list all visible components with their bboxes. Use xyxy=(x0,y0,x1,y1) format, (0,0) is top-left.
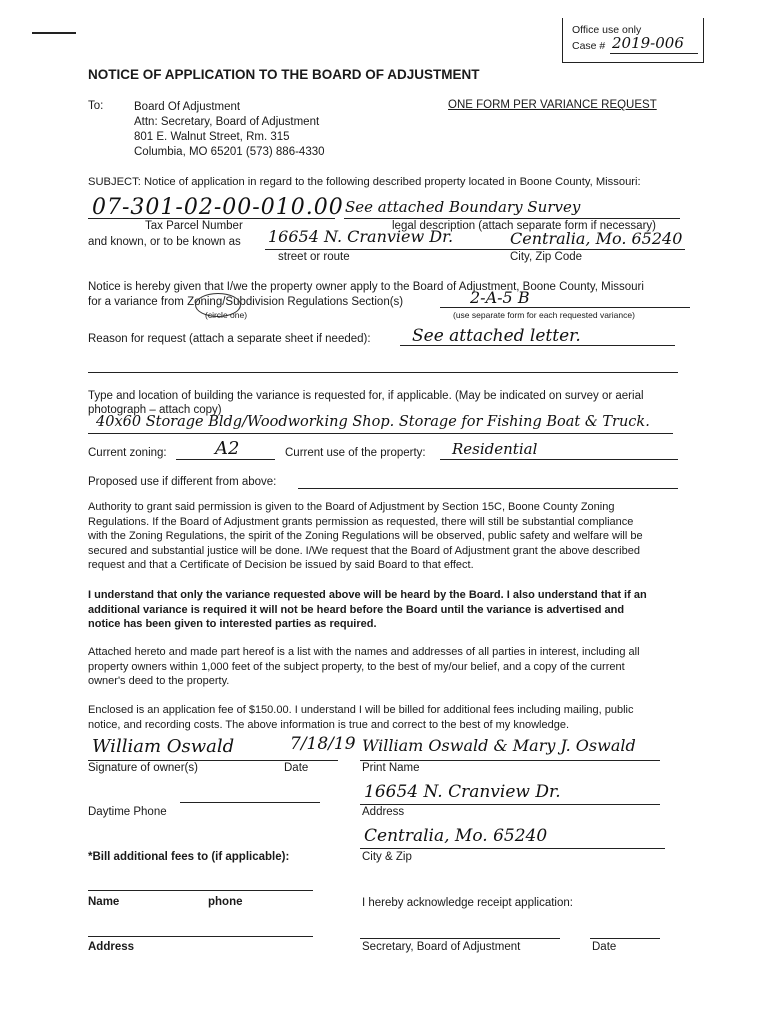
parcel-line xyxy=(88,218,335,219)
para-line: additional variance is required it will not be heard before the Board until the variance is advertised and xyxy=(88,603,625,616)
para-line: owner's deed to the property. xyxy=(88,675,230,687)
office-use-label: Office use only xyxy=(572,24,642,36)
para-line: property owners within 1,000 feet of the subject property, to the best of my/our belief, and a copy of the current xyxy=(88,660,625,673)
acknowledge-label: I hereby acknowledge receipt application: xyxy=(362,897,573,909)
notice-line-1: Notice is hereby given that I/we the property owner apply to the Board of Adjustment, Boone County, Missouri xyxy=(88,281,644,293)
proposed-use-line xyxy=(298,488,678,489)
street-label: street or route xyxy=(278,251,350,263)
case-label: Case # xyxy=(572,40,606,52)
page-title: NOTICE OF APPLICATION TO THE BOARD OF ADJUSTMENT xyxy=(88,67,480,82)
known-as-label: and known, or to be known as xyxy=(88,236,241,248)
secretary-date-line xyxy=(590,938,660,939)
para-line: secured and substantial justice will be done. I/We request that the Board of Adjustment grant the above described xyxy=(88,544,640,557)
parcel-label: Tax Parcel Number xyxy=(145,220,243,232)
to-line: Columbia, MO 65201 (573) 886-4330 xyxy=(134,146,325,158)
type-location-line xyxy=(88,433,673,434)
reason-value: See attached letter. xyxy=(412,326,581,346)
current-zoning-label: Current zoning: xyxy=(88,447,167,459)
to-line: Attn: Secretary, Board of Adjustment xyxy=(134,116,320,128)
print-name-line xyxy=(360,760,660,761)
para-line: I understand that only the variance requested above will be heard by the Board. I also understand that if an xyxy=(88,589,647,601)
bill-name-line xyxy=(88,890,313,891)
para-line: with the Zoning Regulations, the spirit of the Zoning Regulations will be observed, public safety and welfare will be xyxy=(88,530,643,542)
daytime-phone-label: Daytime Phone xyxy=(88,806,167,818)
para-line: Enclosed is an application fee of $150.00. I understand I will be billed for additional fees including mailing, public xyxy=(88,704,634,716)
print-name-value: William Oswald & Mary J. Oswald xyxy=(362,736,636,755)
secretary-date-label: Date xyxy=(592,941,617,953)
to-address xyxy=(134,100,325,160)
city-zip-label: City & Zip xyxy=(362,851,412,863)
type-location-line-1: Type and location of building the variance is requested for, if applicable. (May be indicated on survey or aerial xyxy=(88,390,644,402)
legal-description-value: See attached Boundary Survey xyxy=(345,198,581,216)
bill-address-label: Address xyxy=(88,941,135,953)
address-value: 16654 N. Cranview Dr. xyxy=(364,782,561,802)
secretary-line xyxy=(360,938,560,939)
current-use-label: Current use of the property: xyxy=(285,447,426,459)
section-value: 2-A-5 B xyxy=(470,288,530,307)
date-label: Date xyxy=(284,762,309,774)
bill-address-line xyxy=(88,936,313,937)
authority-paragraph xyxy=(88,500,703,573)
city-value: Centralia, Mo. 65240 xyxy=(510,229,683,248)
type-location-value: 40x60 Storage Bldg/Woodworking Shop. Storage for Fishing Boat & Truck. xyxy=(96,414,650,430)
attached-paragraph xyxy=(88,645,703,689)
signature-label: Signature of owner(s) xyxy=(88,762,198,774)
bill-phone-label: phone xyxy=(208,896,243,908)
para-line: Authority to grant said permission is given to the Board of Adjustment by Section 15C, Boone County Zoning xyxy=(88,501,615,513)
current-zoning-value: A2 xyxy=(215,438,240,459)
bill-additional-label: *Bill additional fees to (if applicable): xyxy=(88,851,290,863)
daytime-phone-line xyxy=(180,802,320,803)
margin-mark xyxy=(32,32,76,34)
para-line: notice has been given to interested parties as required. xyxy=(88,618,377,630)
current-use-line xyxy=(440,459,678,460)
city-zip-line xyxy=(360,848,665,849)
reason-line xyxy=(400,345,675,346)
print-name-label: Print Name xyxy=(362,762,420,774)
city-label: City, Zip Code xyxy=(510,251,583,263)
signature-line xyxy=(88,760,338,761)
case-number: 2019-006 xyxy=(612,34,684,52)
para-line: Regulations. If the Board of Adjustment grants permission as requested, there will still be substantial compliance xyxy=(88,515,634,528)
street-value: 16654 N. Cranview Dr. xyxy=(268,227,454,246)
legal-line xyxy=(344,218,680,219)
para-line: notice, and recording costs. The above information is true and correct to the best of my knowledge. xyxy=(88,718,570,731)
parcel-number-value: 07-301-02-00-010.00 xyxy=(92,195,344,220)
subject-line: SUBJECT: Notice of application in regard to the following described property located in Boone County, Missouri: xyxy=(88,176,641,188)
separate-form-label: (use separate form for each requested variance) xyxy=(453,310,635,320)
proposed-use-label: Proposed use if different from above: xyxy=(88,476,277,488)
to-label: To: xyxy=(88,100,104,112)
address-line xyxy=(360,804,660,805)
to-line: Board Of Adjustment xyxy=(134,101,241,113)
address-label: Address xyxy=(362,806,405,818)
zoning-line xyxy=(176,459,275,460)
reason-label: Reason for request (attach a separate sheet if needed): xyxy=(88,333,371,345)
circle-one-label: (circle one) xyxy=(205,310,248,320)
legal-label: legal description (attach separate form if necessary) xyxy=(392,220,656,232)
reason-line-2 xyxy=(88,372,678,373)
para-line: request and that a Certificate of Decision be issued by said Board to that effect. xyxy=(88,559,474,571)
city-zip-value: Centralia, Mo. 65240 xyxy=(364,826,548,846)
known-as-line xyxy=(265,249,685,250)
type-location-line-2: photograph – attach copy) xyxy=(88,404,222,416)
case-number-line xyxy=(610,53,698,54)
one-form-notice: ONE FORM PER VARIANCE REQUEST xyxy=(448,99,657,111)
understand-paragraph xyxy=(88,588,703,632)
to-line: 801 E. Walnut Street, Rm. 315 xyxy=(134,131,290,143)
signature-value: William Oswald xyxy=(92,736,235,757)
bill-name-label: Name xyxy=(88,896,120,908)
para-line: Attached hereto and made part hereof is a list with the names and addresses of all parties in interest, including all xyxy=(88,646,640,658)
current-use-value: Residential xyxy=(452,440,538,458)
notice-line-2: for a variance from Zoning/Subdivision Regulations Section(s) xyxy=(88,296,404,308)
signature-date-value: 7/18/19 xyxy=(290,734,356,754)
section-line xyxy=(440,307,690,308)
enclosed-paragraph xyxy=(88,703,703,732)
secretary-label: Secretary, Board of Adjustment xyxy=(362,941,521,953)
